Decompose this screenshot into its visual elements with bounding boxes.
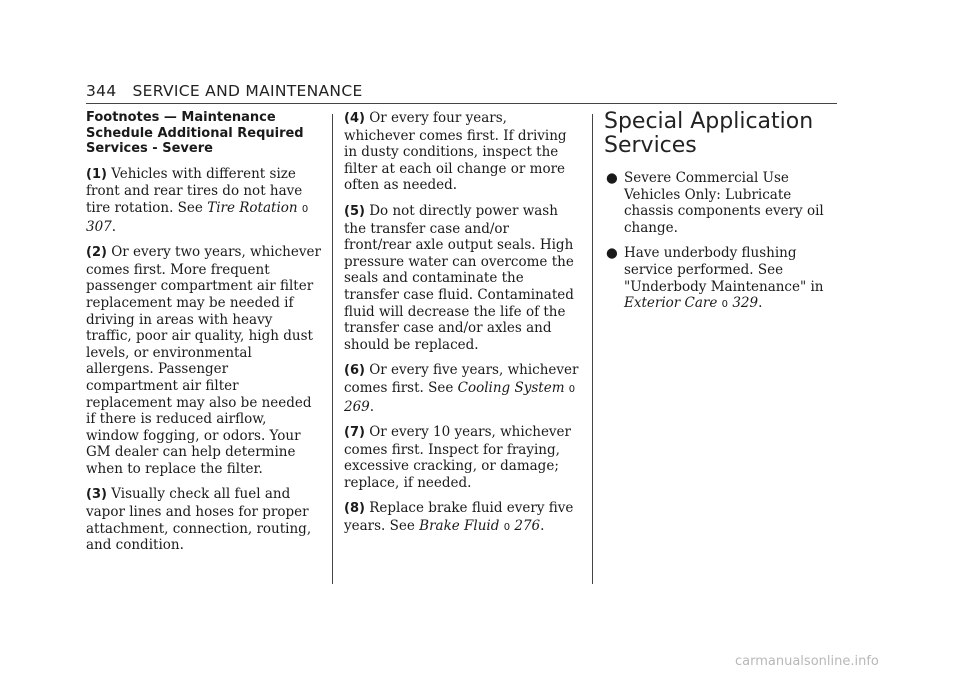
page-ref-number[interactable]: 307	[86, 218, 112, 235]
bullet-icon: ●	[606, 245, 618, 262]
footnote: (8) Replace brake fluid every five years. See Brake Fluid 0 276.	[344, 500, 574, 535]
footnote: (7) Or every 10 years, whichever comes first. Inspect for fraying, excessive cracking, or damage; replace, if needed.	[344, 424, 572, 491]
section-title: SERVICE AND MAINTENANCE	[132, 82, 363, 100]
list-item: ● Severe Commercial Use Vehicles Only: Lubricate chassis components every oil change.	[606, 170, 824, 236]
page-ref-arrow-icon: 0	[568, 383, 576, 395]
cross-reference-link[interactable]: Cooling System	[457, 379, 565, 396]
column-divider	[592, 114, 593, 584]
footnote-number: (4)	[344, 111, 365, 126]
footnote-number: (3)	[86, 487, 107, 503]
footnote-number: (7)	[344, 425, 365, 441]
special-services-title: Special Application Services	[604, 109, 814, 158]
footnote-number: (1)	[86, 166, 107, 182]
cross-reference-link[interactable]: Tire Rotation	[207, 199, 298, 216]
page-ref-number[interactable]: 269	[344, 398, 370, 415]
footnote-number: (5)	[344, 203, 365, 219]
page-ref-number[interactable]: 329	[732, 295, 759, 312]
watermark: carmanualsonline.info	[735, 654, 879, 669]
page-ref-arrow-icon: 0	[301, 203, 309, 215]
footnote: (4) Or every four years, whichever comes first. If driving in dusty conditions, inspect the filter at each oil change or more often as needed.	[344, 110, 567, 194]
footnote-number: (8)	[344, 501, 365, 517]
footnote-number: (2)	[86, 245, 107, 261]
footnote: (6) Or every five years, whichever comes first. See Cooling System 0 269.	[344, 362, 579, 415]
list-item: ● Have underbody flushing service performed. See "Underbody Maintenance" in Exterior Care 0 329.	[606, 245, 824, 312]
page-number: 344	[86, 82, 117, 100]
page-ref-arrow-icon: 0	[503, 522, 511, 534]
special-services-list	[604, 170, 840, 314]
column-1	[86, 110, 322, 563]
header-rule	[86, 103, 837, 104]
footnotes-heading: Footnotes — Maintenance Schedule Additional Required Services - Severe	[86, 110, 304, 157]
footnote-number: (6)	[344, 363, 365, 379]
footnote: (2) Or every two years, whichever comes first. More frequent passenger compartment air filter replacement may be needed if driving in areas with heavy traffic, poor air quality, high dust levels, or environmental allergens. Passenger compartment air filter replacement may also be needed if there is reduced airflow, window fogging, or odors. Your GM dealer can help determine when to replace the filter.	[86, 244, 321, 477]
column-2	[344, 110, 580, 546]
cross-reference-link[interactable]: Brake Fluid	[419, 518, 500, 535]
page-header	[86, 82, 363, 100]
footnote: (1) Vehicles with different size front and rear tires do not have tire rotation. See Tire Rotation 0 307.	[86, 165, 309, 235]
footnote: (3) Visually check all fuel and vapor lines and hoses for proper attachment, connection, routing, and condition.	[86, 486, 312, 554]
column-divider	[332, 114, 333, 584]
bullet-icon: ●	[606, 170, 618, 186]
page-ref-arrow-icon: 0	[721, 299, 729, 311]
cross-reference-link[interactable]: Exterior Care	[624, 295, 718, 312]
footnote: (5) Do not directly power wash the transfer case and/or front/rear axle output seals. High pressure water can overcome the seals and contaminate the transfer case fluid. Contaminated fluid will decrease the life of the transfer case and/or axles and should be replaced.	[344, 202, 574, 353]
page-ref-number[interactable]: 276	[514, 518, 541, 535]
column-3	[604, 110, 840, 323]
